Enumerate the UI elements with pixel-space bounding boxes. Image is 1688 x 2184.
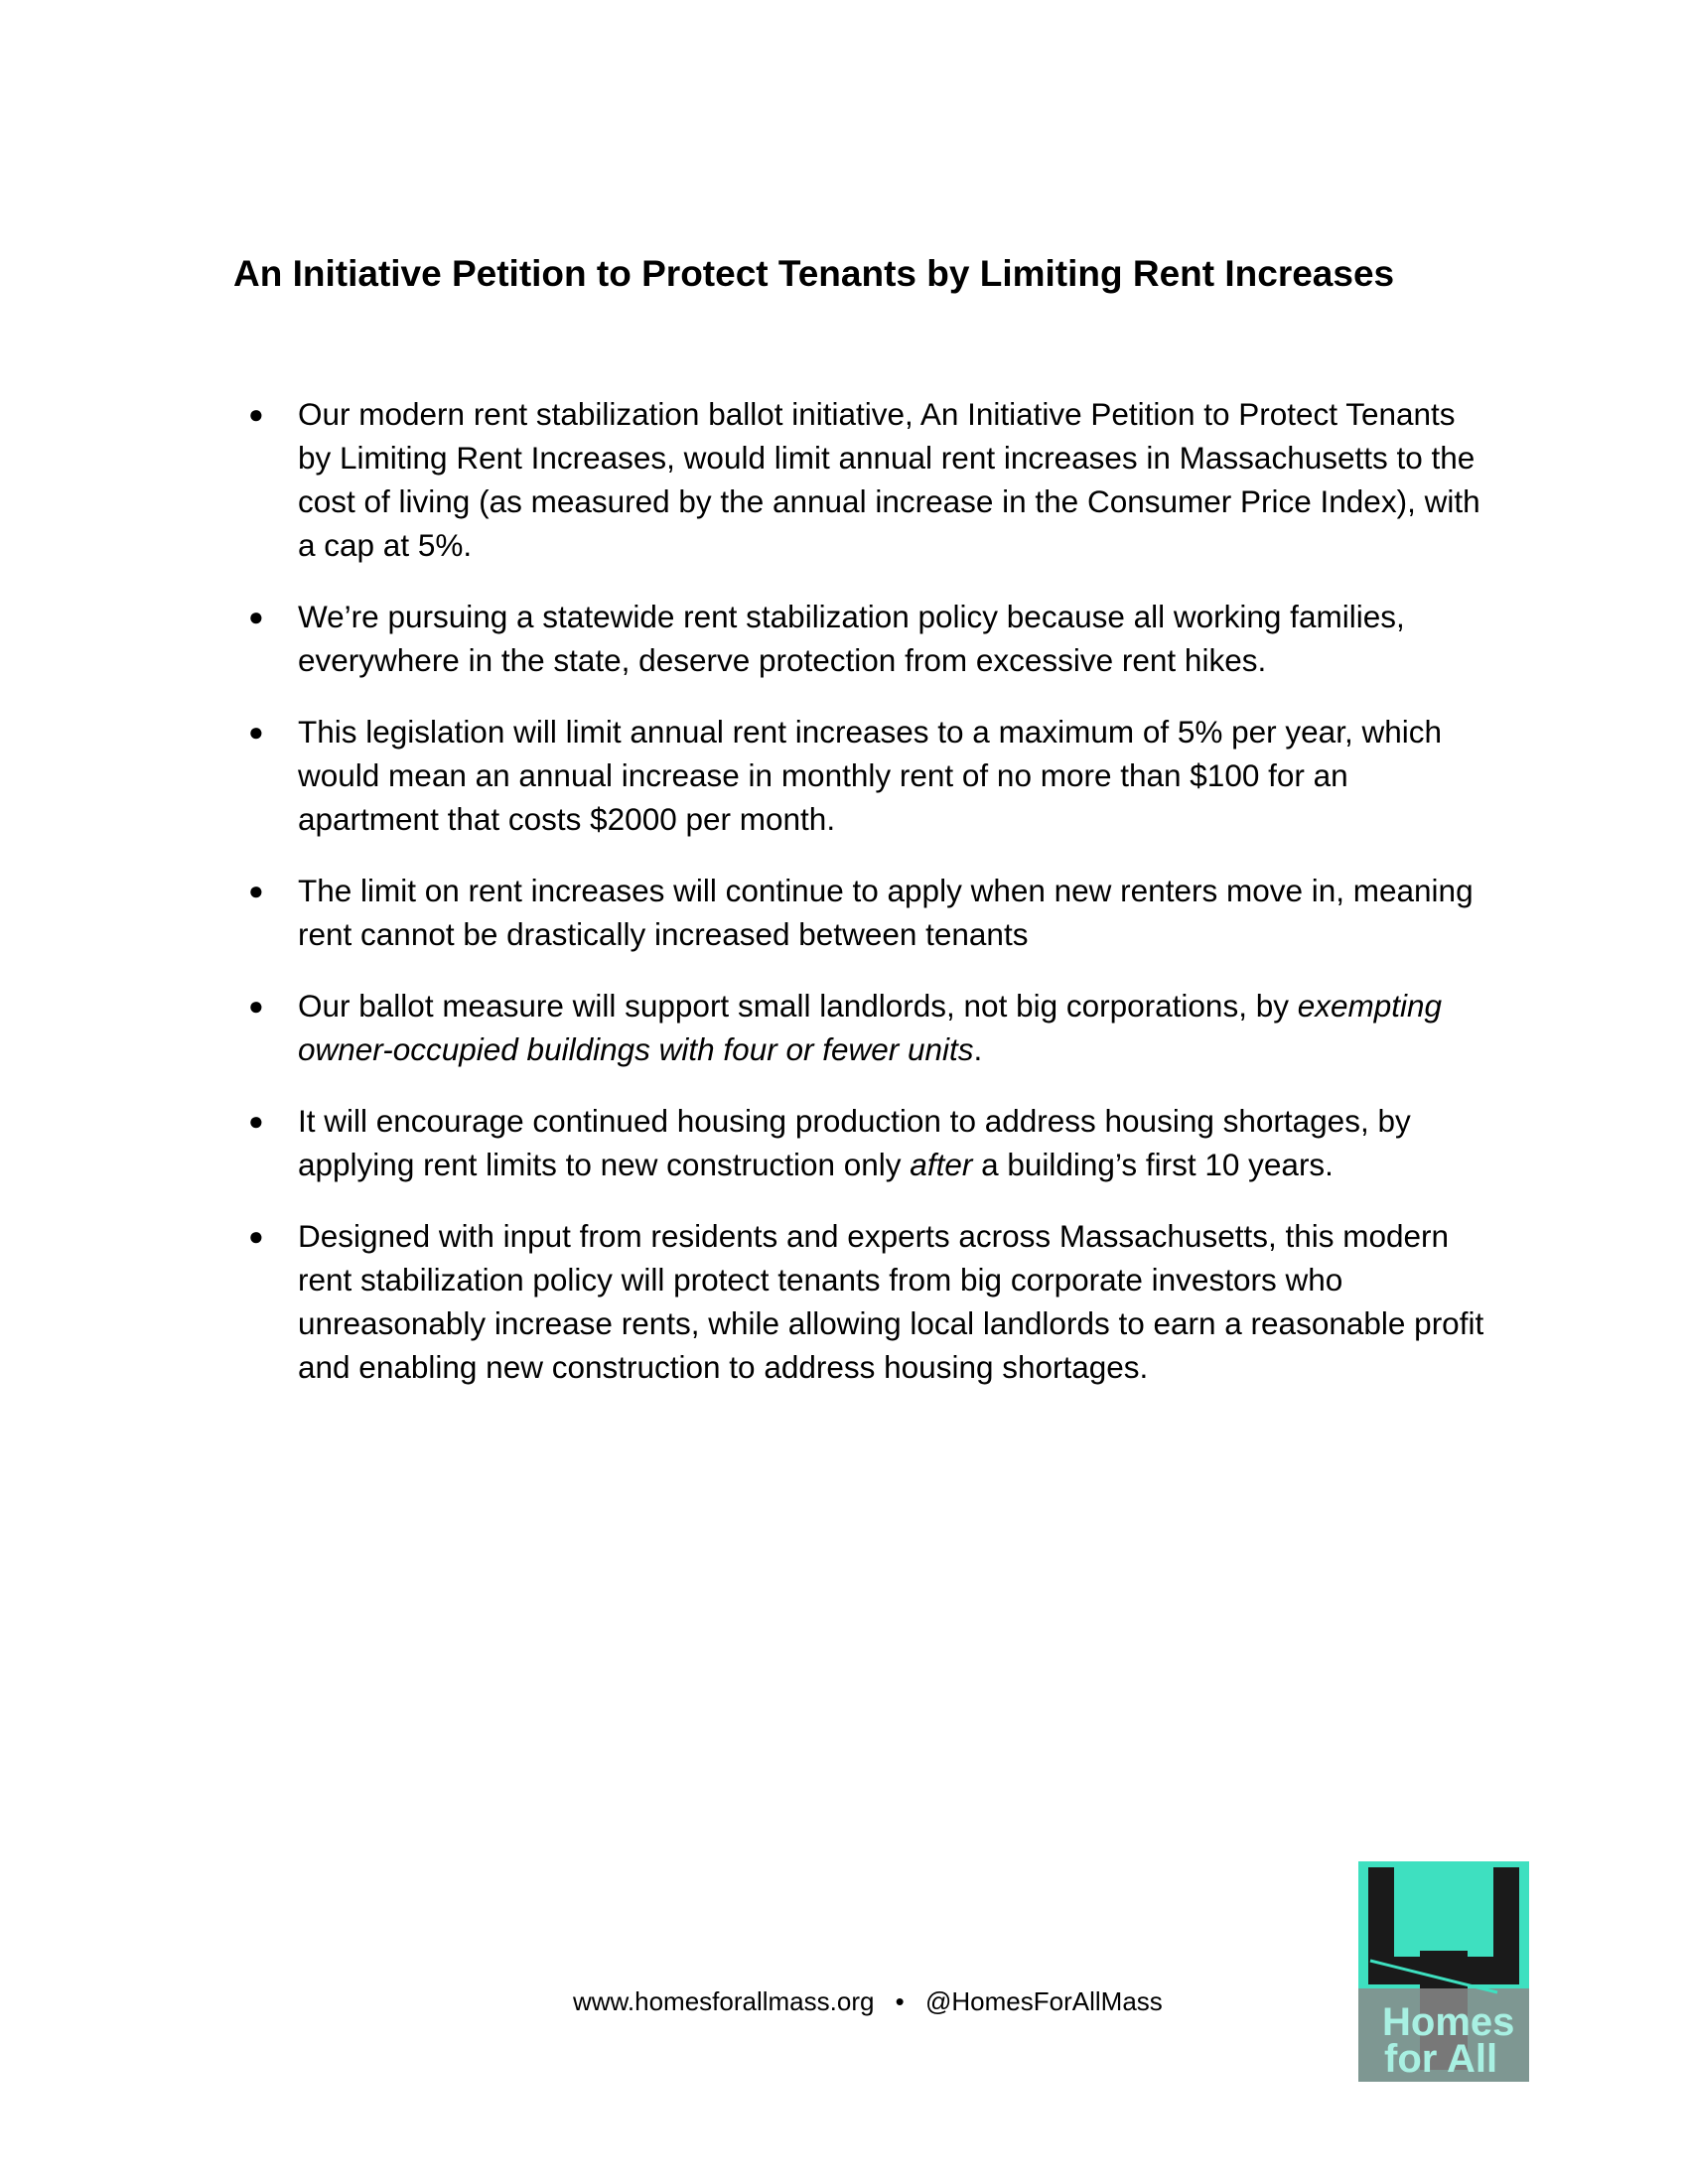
homes-for-all-logo bbox=[1358, 1861, 1529, 2082]
bullet-text: Our modern rent stabilization ballot initiative, An Initiative Petition to Protect Tenants by Limiting Rent Increases, would limit annual rent increases in Massachusetts to the cost of living (as measured by the annual increase in the Consumer Price Index), with a cap at 5%. bbox=[298, 396, 1480, 563]
footer bbox=[573, 1983, 1163, 2019]
bullet-text: It will encourage continued housing production to address housing shortages, by applying rent limits to new construction only bbox=[298, 1103, 1411, 1182]
footer-social-handle[interactable]: @HomesForAllMass bbox=[925, 1986, 1163, 2016]
list-item bbox=[248, 1099, 1489, 1186]
bullet-list bbox=[248, 392, 1489, 1417]
footer-separator: • bbox=[895, 1986, 905, 2016]
list-item bbox=[248, 710, 1489, 841]
logo-word-homes: Homes bbox=[1382, 2000, 1515, 2044]
bullet-icon: ● bbox=[248, 1221, 264, 1251]
list-item bbox=[248, 595, 1489, 682]
bullet-icon: ● bbox=[248, 602, 264, 631]
footer-website-link[interactable]: www.homesforallmass.org bbox=[573, 1986, 875, 2016]
bullet-text: Our ballot measure will support small landlords, not big corporations, by bbox=[298, 988, 1298, 1024]
bullet-text: The limit on rent increases will continue to apply when new renters move in, meaning rent cannot be drastically increased between tenants bbox=[298, 873, 1474, 952]
list-item bbox=[248, 984, 1489, 1071]
bullet-icon: ● bbox=[248, 399, 264, 429]
list-item bbox=[248, 1214, 1489, 1389]
logo-inner-block bbox=[1394, 1867, 1493, 1957]
bullet-icon: ● bbox=[248, 717, 264, 747]
bullet-icon: ● bbox=[248, 876, 264, 905]
bullet-emphasis-text: exempting owner-occupied buildings with four or fewer units bbox=[298, 988, 1443, 1067]
list-item bbox=[248, 392, 1489, 567]
bullet-icon: ● bbox=[248, 1106, 264, 1136]
logo-word-for-all: for All bbox=[1384, 2037, 1498, 2081]
bullet-text: This legislation will limit annual rent increases to a maximum of 5% per year, which would mean an annual increase in monthly rent of no more than $100 for an apartment that costs $2000 per month. bbox=[298, 714, 1442, 837]
bullet-text-end: . bbox=[973, 1031, 983, 1067]
bullet-text: Designed with input from residents and experts across Massachusetts, this modern rent stabilization policy will protect tenants from big corporate investors who unreasonably increase rents, while allowing local landlords to earn a reasonable profit and enabling new construction to address housing shortages. bbox=[298, 1218, 1484, 1385]
bullet-text: We’re pursuing a statewide rent stabilization policy because all working families, everywhere in the state, deserve protection from excessive rent hikes. bbox=[298, 599, 1405, 678]
bullet-icon: ● bbox=[248, 991, 264, 1021]
list-item bbox=[248, 869, 1489, 956]
page-title: An Initiative Petition to Protect Tenants by Limiting Rent Increases bbox=[233, 253, 1395, 294]
bullet-text-end: a building’s first 10 years. bbox=[972, 1147, 1334, 1182]
bullet-emphasis-text: after bbox=[910, 1147, 973, 1182]
